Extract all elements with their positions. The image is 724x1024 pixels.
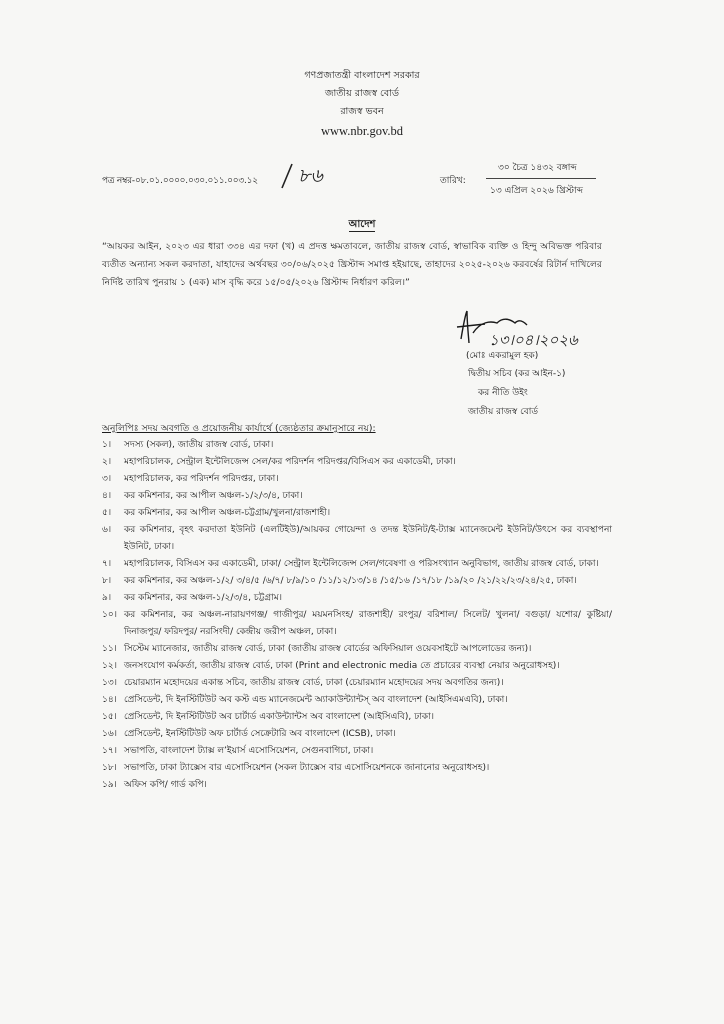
list-item-text: কর কমিশনার, কর অঞ্চল-১/২/৩/৪, চট্টগ্রাম। — [124, 593, 282, 603]
list-item-number: ১৯। — [102, 780, 117, 790]
list-item — [102, 743, 612, 760]
list-item-number: ২। — [102, 457, 112, 467]
list-item-text: অফিস কপি/ গার্ড কপি। — [124, 780, 207, 790]
svg-text:১৩।০৪।২০২৬: ১৩।০৪।২০২৬ — [489, 331, 578, 349]
list-item-text: কর কমিশনার, কর অঞ্চল-নারায়ণগঞ্জ/ গাজীপুর/ ময়মনসিংহ/ রাজশাহী/ রংপুর/ বরিশাল/ সিলেট/ খুলনা/ বগুড়া/ যশোর/ কুষ্টিয়া/ দিনাজপুর/ ফরিদপুর/ নরসিংদী/ কেন্দ্রীয় জরীপ অঞ্চল, ঢাকা। — [124, 610, 612, 637]
building-name: রাজস্ব ভবন — [340, 106, 384, 117]
date-divider — [486, 178, 596, 179]
signer-designation: দ্বিতীয় সচিব (কর আইন-১) — [468, 369, 566, 379]
list-item-number: ৯। — [102, 593, 112, 603]
list-item — [102, 692, 612, 709]
list-item — [102, 777, 612, 794]
list-item-text: সভাপতি, ঢাকা ট্যাক্সেস বার এসোসিয়েশন (সকল ট্যাক্সেস বার এসোসিয়েশনকে জানানোর অনুরোধসহ)। — [124, 763, 490, 773]
list-item — [102, 522, 612, 556]
list-item-number: ৩। — [102, 474, 112, 484]
signer-wing: কর নীতি উইং — [478, 388, 528, 398]
list-item — [102, 641, 612, 658]
list-item-text: সিস্টেম ম্যানেজার, জাতীয় রাজস্ব বোর্ড, ঢাকা (জাতীয় রাজস্ব বোর্ডের অফিসিয়াল ওয়েবসাইটে আপলোডের জন্য)। — [124, 644, 532, 654]
list-item-text: কর কমিশনার, কর আপীল অঞ্চল-চট্টগ্রাম/খুলনা/রাজশাহী। — [124, 508, 331, 518]
reference-number: পত্র নম্বর-০৮.০১.০০০০.০৩০.০১১.০০৩.১২ — [102, 176, 258, 186]
list-item-number: ৪। — [102, 491, 112, 501]
list-item-number: ১২। — [102, 661, 117, 671]
list-item-text: কর কমিশনার, বৃহৎ করদাতা ইউনিট (এলটিইউ)/আয়কর গোয়েন্দা ও তদন্ত ইউনিট/ই-ট্যাক্স ম্যানেজমেন্ট ইউনিট/উৎসে কর ব্যবস্থাপনা ইউনিট, ঢাকা। — [124, 525, 612, 552]
list-item-number: ৭। — [102, 559, 112, 569]
board-name: জাতীয় রাজস্ব বোর্ড — [325, 88, 399, 99]
order-body: “আয়কর আইন, ২০২৩ এর ধারা ৩৩৪ এর দফা (খ) এ প্রদত্ত ক্ষমতাবলে, জাতীয় রাজস্ব বোর্ড, স্বাভাবিক ব্যক্তি ও হিন্দু অবিভক্ত পরিবার ব্যতীত অন্যান্য সকল করদাতা, যাহাদের অর্থবছর ৩০/০৬/২০২৫ খ্রিস্টাব্দ সমাপ্ত হইয়াছে, তাহাদের ২০২৫-২০২৬ করবর্ষের রিটার্ন দাখিলের নির্দিষ্ট তারিখ পুনরায় ১ (এক) মাস বৃদ্ধি করে ১৫/০৫/২০২৬ খ্রিস্টাব্দ নির্ধারণ করিল।” — [102, 241, 602, 288]
list-item-number: ১৬। — [102, 729, 117, 739]
copy-to-title: অনুলিপিঃ সদয় অবগতি ও প্রয়োজনীয় কার্যার্থে (জ্যেষ্ঠতার ক্রমানুসারে নয়): — [102, 423, 376, 434]
list-item — [102, 505, 612, 522]
date-english: ১৩ এপ্রিল ২০২৬ খ্রিস্টাব্দ — [490, 186, 583, 196]
list-item-text: মহাপরিচালক, সেন্ট্রাল ইন্টেলিজেন্স সেল/কর পরিদর্শন পরিদপ্তর/বিসিএস কর একাডেমী, ঢাকা। — [124, 457, 456, 467]
government-name: গণপ্রজাতন্ত্রী বাংলাদেশ সরকার — [304, 70, 420, 81]
list-item-number: ৮। — [102, 576, 112, 586]
list-item — [102, 760, 612, 777]
list-item — [102, 471, 612, 488]
list-item-text: প্রেসিডেন্ট, দি ইনস্টিটিউট অব কস্ট এন্ড ম্যানেজমেন্ট অ্যাকাউন্ট্যান্টস্ অব বাংলাদেশ (আইসিএমএবি), ঢাকা। — [124, 695, 508, 705]
list-item-text: মহাপরিচালক, কর পরিদর্শন পরিদপ্তর, ঢাকা। — [124, 474, 279, 484]
list-item-text: কর কমিশনার, কর আপীল অঞ্চল-১/২/৩/৪, ঢাকা। — [124, 491, 303, 501]
list-item — [102, 675, 612, 692]
list-item-number: ১৮। — [102, 763, 117, 773]
copy-to-list — [102, 437, 612, 794]
signer-office: জাতীয় রাজস্ব বোর্ড — [468, 407, 538, 417]
list-item-number: ৫। — [102, 508, 112, 518]
list-item — [102, 607, 612, 641]
signer-name: (মোঃ একরামুল হক) — [466, 351, 539, 361]
list-item — [102, 556, 612, 573]
list-item-text: প্রেসিডেন্ট, দি ইনস্টিটিউট অব চার্টার্ড একাউন্ট্যান্টস অব বাংলাদেশ (আইসিএবি), ঢাকা। — [124, 712, 434, 722]
list-item-number: ১৭। — [102, 746, 117, 756]
list-item-text: প্রেসিডেন্ট, ইনস্টিটিউট অফ চার্টার্ড সেক্রেটারি অব বাংলাদেশ (ICSB), ঢাকা। — [124, 729, 396, 739]
list-item-number: ১৫। — [102, 712, 117, 722]
list-item — [102, 709, 612, 726]
list-item — [102, 726, 612, 743]
handwritten-reference-number — [278, 160, 348, 190]
list-item — [102, 590, 612, 607]
website-link[interactable]: www.nbr.gov.bd — [320, 124, 404, 138]
svg-text:৮৬: ৮৬ — [298, 165, 323, 187]
list-item-number: ৬। — [102, 525, 112, 535]
list-item-number: ১৩। — [102, 678, 117, 688]
list-item-text: মহাপরিচালক, বিসিএস কর একাডেমী, ঢাকা/ সেন্ট্রাল ইন্টেলিজেন্স সেল/গবেষণা ও পরিসংখ্যান অনুবিভাগ, জাতীয় রাজস্ব বোর্ড, ঢাকা। — [124, 559, 599, 569]
list-item — [102, 437, 612, 454]
list-item-text: কর কমিশনার, কর অঞ্চল-১/২/ ৩/৪/৫ /৬/৭/ ৮/৯/১০ /১১/১২/১৩/১৪ /১৫/১৬ /১৭/১৮ /১৯/২০ /২১/২২/২৩/২৪/২৫, ঢাকা। — [124, 576, 577, 586]
date-label: তারিখ: — [440, 176, 466, 186]
list-item-number: ১। — [102, 440, 112, 450]
list-item — [102, 488, 612, 505]
list-item-text: সভাপতি, বাংলাদেশ ট্যাক্স ল’ইয়ার্স এসোসিয়েশন, সেগুনবাগিচা, ঢাকা। — [124, 746, 374, 756]
list-item-number: ১৪। — [102, 695, 117, 705]
list-item-text: সদস্য (সকল), জাতীয় রাজস্ব বোর্ড, ঢাকা। — [124, 440, 274, 450]
list-item-number: ১০। — [102, 610, 117, 620]
date-bangla: ৩০ চৈত্র ১৪৩২ বঙ্গাব্দ — [498, 163, 577, 173]
list-item-text: জনসংযোগ কর্মকর্তা, জাতীয় রাজস্ব বোর্ড, ঢাকা (Print and electronic media তে প্রচারের ব্যবস্থা নেয়ার অনুরোধসহ)। — [124, 661, 560, 671]
list-item — [102, 658, 612, 675]
list-item — [102, 573, 612, 590]
signature-image — [455, 307, 590, 352]
list-item — [102, 454, 612, 471]
list-item-number: ১১। — [102, 644, 117, 654]
order-title: আদেশ — [348, 219, 376, 230]
list-item-text: চেয়ারম্যান মহোদয়ের একান্ত সচিব, জাতীয় রাজস্ব বোর্ড, ঢাকা (চেয়ারম্যান মহোদয়ের সদয় অবগতির জন্য)। — [124, 678, 504, 688]
